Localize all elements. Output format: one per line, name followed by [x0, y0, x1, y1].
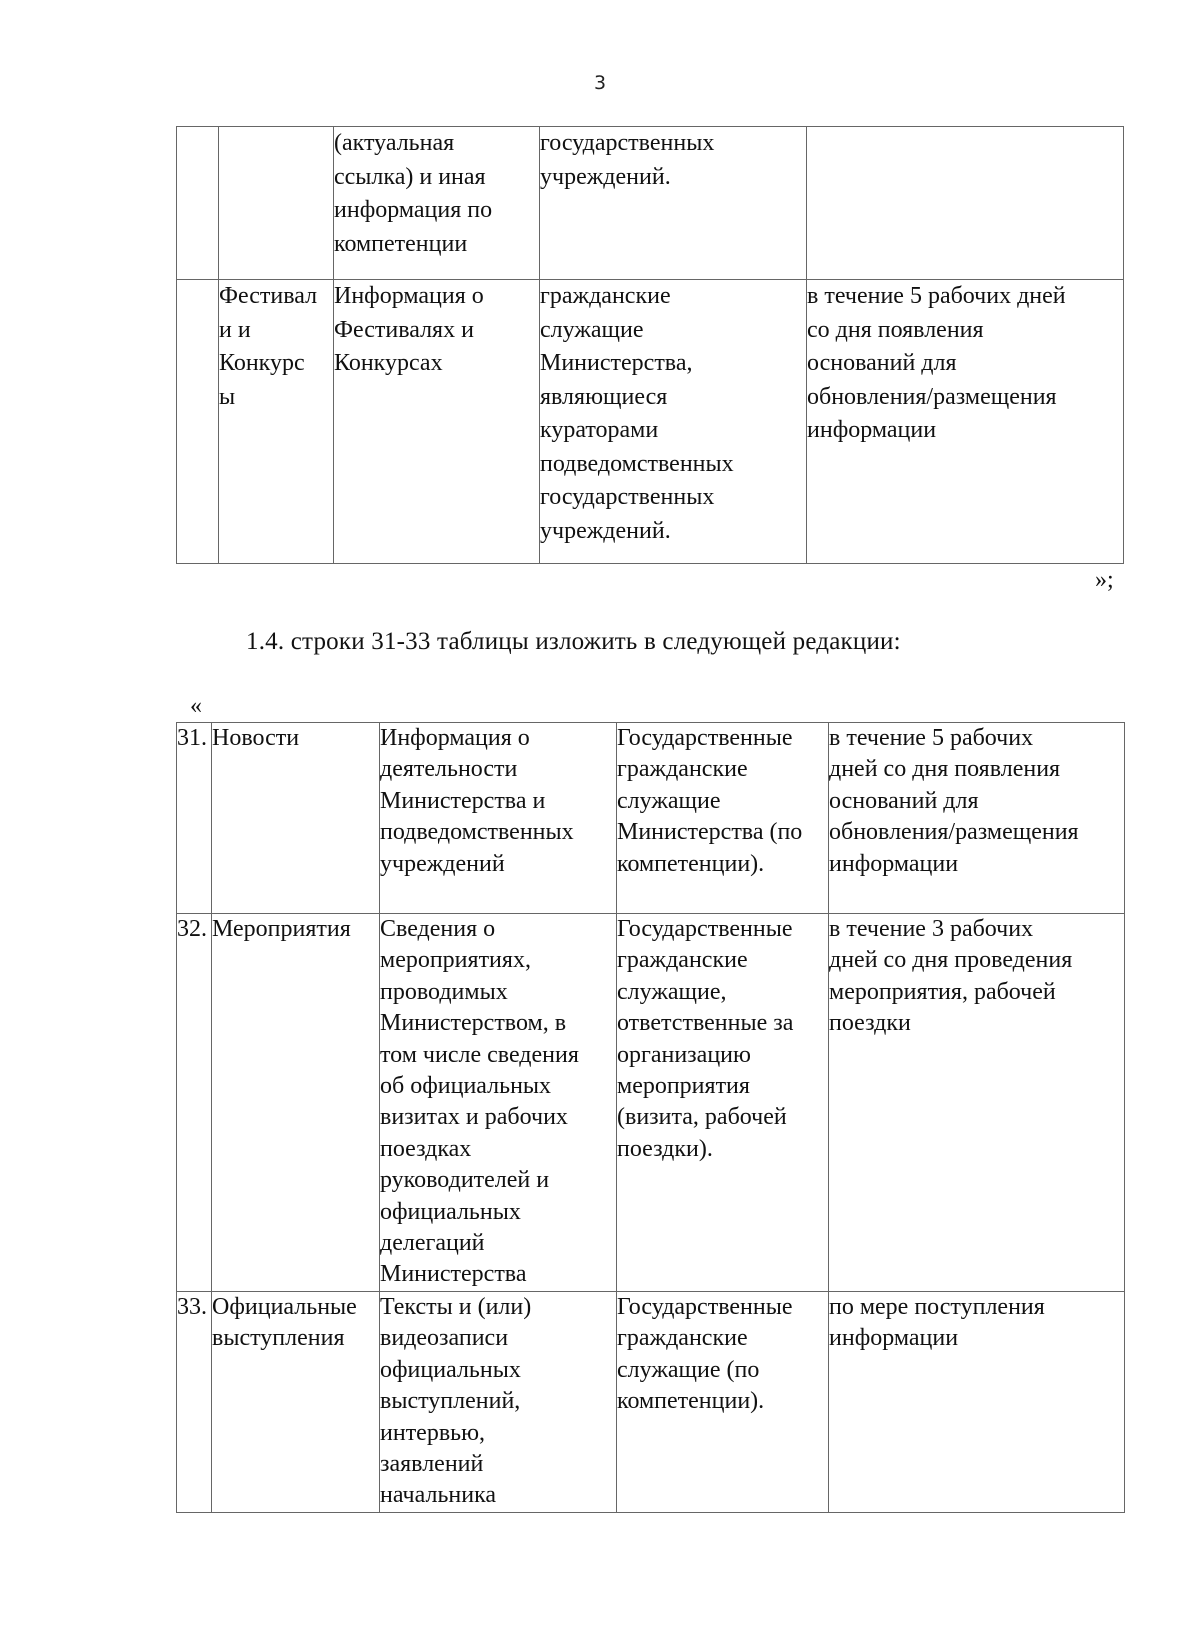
- table-cell-content: Сведения о мероприятиях, проводимых Министерством, в том числе сведения об официальных визитах и рабочих поездках руководителей и официальных делегаций Министерства: [380, 914, 617, 1292]
- table-cell-responsible: Государственные гражданские служащие (по компетенции).: [617, 1291, 829, 1512]
- table-cell-content: Информация о деятельности Министерства и подведомственных учреждений: [380, 723, 617, 914]
- table-cell-section: Мероприятия: [212, 914, 380, 1292]
- table-cell-number: [177, 280, 219, 564]
- table-row: [177, 127, 1124, 280]
- opening-quote: «: [190, 693, 202, 719]
- table-cell-responsible: Государственные гражданские служащие, ответственные за организацию мероприятия (визита, рабочей поездки).: [617, 914, 829, 1292]
- table-cell-section: Официальные выступления: [212, 1291, 380, 1512]
- table-row: [177, 914, 1125, 1292]
- row-number: 31.: [177, 723, 212, 914]
- table-row: [177, 723, 1125, 914]
- row-number: 32.: [177, 914, 212, 1292]
- row-number: 33.: [177, 1291, 212, 1512]
- amended-rows-table: [176, 722, 1125, 1513]
- closing-quote: »;: [1095, 567, 1114, 593]
- table-cell-section: [219, 127, 334, 280]
- table-cell-deadline: в течение 3 рабочих дней со дня проведения мероприятия, рабочей поездки: [829, 914, 1125, 1292]
- table-cell-responsible: гражданские служащие Министерства, являющиеся кураторами подведомственных государственных учреждений.: [540, 280, 807, 564]
- table-cell-content: Информация о Фестивалях и Конкурсах: [334, 280, 540, 564]
- table-cell-section: Новости: [212, 723, 380, 914]
- table-cell-content: (актуальная ссылка) и иная информация по компетенции: [334, 127, 540, 280]
- table-row: [177, 280, 1124, 564]
- page-number: 3: [593, 72, 607, 94]
- table-cell-number: [177, 127, 219, 280]
- table-cell-deadline: в течение 5 рабочих дней со дня появления оснований для обновления/размещения информации: [807, 280, 1124, 564]
- amendment-instruction: 1.4. строки 31-33 таблицы изложить в следующей редакции:: [246, 628, 901, 655]
- table-cell-deadline: [807, 127, 1124, 280]
- table-cell-deadline: по мере поступления информации: [829, 1291, 1125, 1512]
- table-cell-responsible: Государственные гражданские служащие Министерства (по компетенции).: [617, 723, 829, 914]
- table-cell-section: Фестивал и и Конкурс ы: [219, 280, 334, 564]
- table-cell-content: Тексты и (или) видеозаписи официальных выступлений, интервью, заявлений начальника: [380, 1291, 617, 1512]
- table-cell-responsible: государственных учреждений.: [540, 127, 807, 280]
- continuation-table: [176, 126, 1124, 564]
- table-cell-deadline: в течение 5 рабочих дней со дня появления оснований для обновления/размещения информации: [829, 723, 1125, 914]
- table-row: [177, 1291, 1125, 1512]
